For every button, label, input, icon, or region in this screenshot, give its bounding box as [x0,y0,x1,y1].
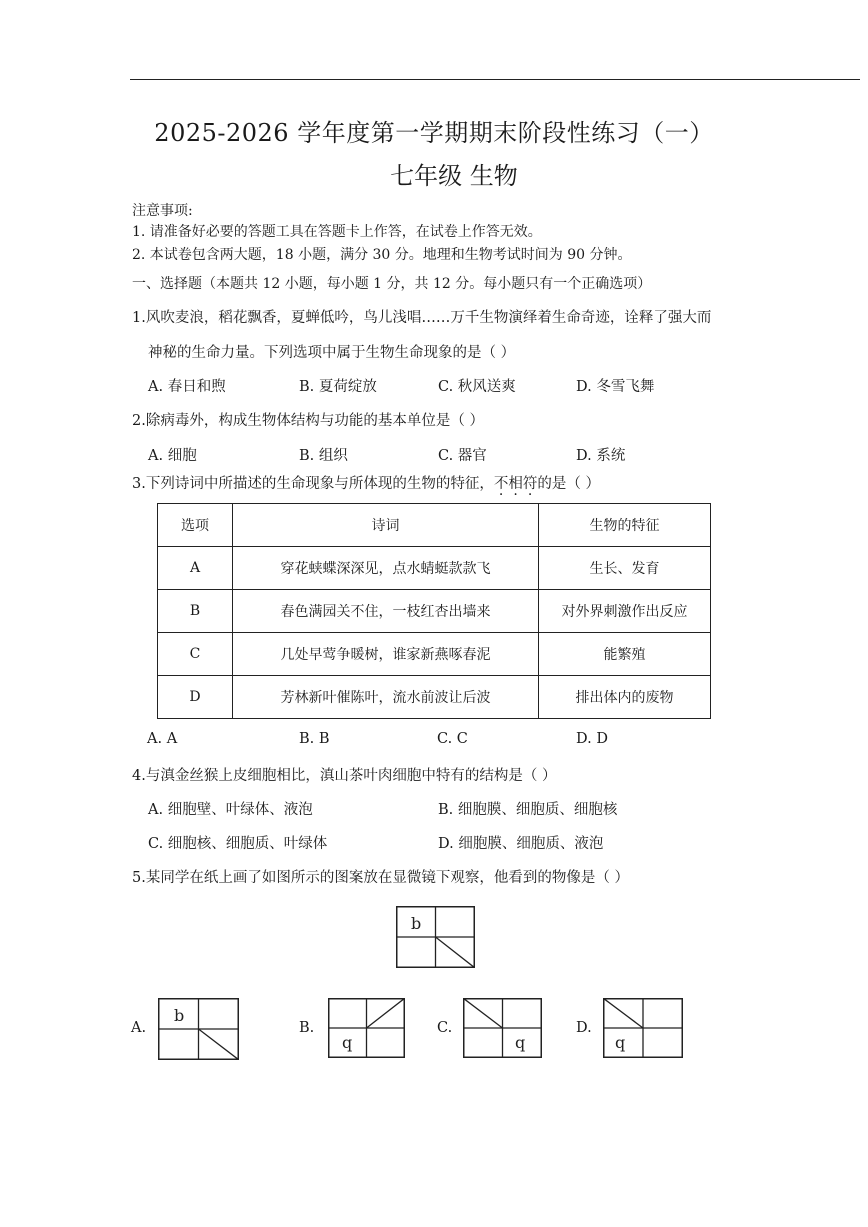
question-3-stem [132,472,600,493]
q3-option-a: A. A [147,731,178,747]
q3-emphasis-2: 相 [508,476,523,492]
table-cell: 生长、发育 [539,547,711,590]
figure-letter: b [411,914,422,933]
table-header-feature: 生物的特征 [539,504,711,547]
q1-option-d: D. 冬雪飞舞 [576,379,655,395]
poem-table [157,503,711,719]
notice-heading: 注意事项: [132,203,193,219]
q1-option-a: A. 春日和煦 [148,379,226,395]
q3-option-b: B. B [299,731,330,747]
table-cell: 能繁殖 [539,633,711,676]
q2-option-b: B. 组织 [299,448,348,464]
q4-option-d: D. 细胞膜、细胞质、液泡 [438,836,604,852]
original-pattern-figure [396,906,475,968]
figure-letter: q [342,1033,353,1052]
exam-subtitle: 七年级 生物 [390,162,518,190]
figure-letter: q [615,1033,626,1052]
q3-stem-post: 的是（ ） [537,476,600,492]
top-rule [130,79,860,80]
q4-option-a: A. 细胞壁、叶绿体、液泡 [148,802,313,818]
table-cell: 排出体内的废物 [539,676,711,719]
notice-item-1: 1. 请准备好必要的答题工具在答题卡上作答，在试卷上作答无效。 [132,224,542,240]
question-1-line-2: 神秘的生命力量。下列选项中属于生物生命现象的是（ ） [148,345,516,361]
table-cell: 对外界刺激作出反应 [539,590,711,633]
table-row [158,590,711,633]
q2-option-a: A. 细胞 [148,448,197,464]
q5-option-a-figure [158,998,239,1060]
q5-option-a-label: A. [131,1020,147,1036]
question-4-stem: 4.与滇金丝猴上皮细胞相比，滇山茶叶肉细胞中特有的结构是（ ） [132,768,557,784]
table-header-option: 选项 [158,504,233,547]
q2-option-c: C. 器官 [438,448,487,464]
exam-title: 2025-2026 学年度第一学期期末阶段性练习（一） [154,119,714,147]
table-row [158,676,711,719]
q2-option-d: D. 系统 [576,448,626,464]
q3-emphasis-3: 符 [522,476,538,492]
table-header-row [158,504,711,547]
q1-option-b: B. 夏荷绽放 [299,379,377,395]
question-5-stem: 5.某同学在纸上画了如图所示的图案放在显微镜下观察，他看到的物像是（ ） [132,870,629,886]
q3-emphasis-1: 不 [493,476,509,492]
table-cell: C [158,633,233,676]
table-row [158,633,711,676]
question-1-line-1: 1.风吹麦浪，稻花飘香，夏蝉低吟，鸟儿浅唱……万千生物演绎着生命奇迹，诠释了强大而 [132,310,712,326]
section-heading: 一、选择题（本题共 12 小题，每小题 1 分，共 12 分。每小题只有一个正确选项） [132,276,652,292]
notice-item-2: 2. 本试卷包含两大题，18 小题，满分 30 分。地理和生物考试时间为 90 分钟。 [132,247,632,263]
table-cell: 几处早莺争暖树，谁家新燕啄春泥 [233,633,539,676]
q5-option-d-label: D. [576,1020,592,1036]
table-cell: 春色满园关不住，一枝红杏出墙来 [233,590,539,633]
table-cell: B [158,590,233,633]
figure-letter: b [174,1006,185,1025]
q5-option-b-figure [328,998,405,1058]
q5-option-b-label: B. [299,1020,315,1036]
q1-option-c: C. 秋风送爽 [438,379,516,395]
q4-option-b: B. 细胞膜、细胞质、细胞核 [438,802,618,818]
q5-option-c-label: C. [437,1020,453,1036]
q5-option-c-figure [463,998,542,1058]
q3-option-d: D. D [576,731,608,747]
q4-option-c: C. 细胞核、细胞质、叶绿体 [148,836,328,852]
table-cell: D [158,676,233,719]
q3-stem-pre: 3.下列诗词中所描述的生命现象与所体现的生物的特征， [132,476,494,492]
question-2-stem: 2.除病毒外，构成生物体结构与功能的基本单位是（ ） [132,413,484,429]
table-cell: 穿花蛱蝶深深见，点水蜻蜓款款飞 [233,547,539,590]
table-row [158,547,711,590]
table-cell: A [158,547,233,590]
q3-option-c: C. C [437,731,468,747]
table-header-poem: 诗词 [233,504,539,547]
figure-letter: q [515,1033,526,1052]
q5-option-d-figure [603,998,683,1058]
table-cell: 芳林新叶催陈叶，流水前波让后波 [233,676,539,719]
